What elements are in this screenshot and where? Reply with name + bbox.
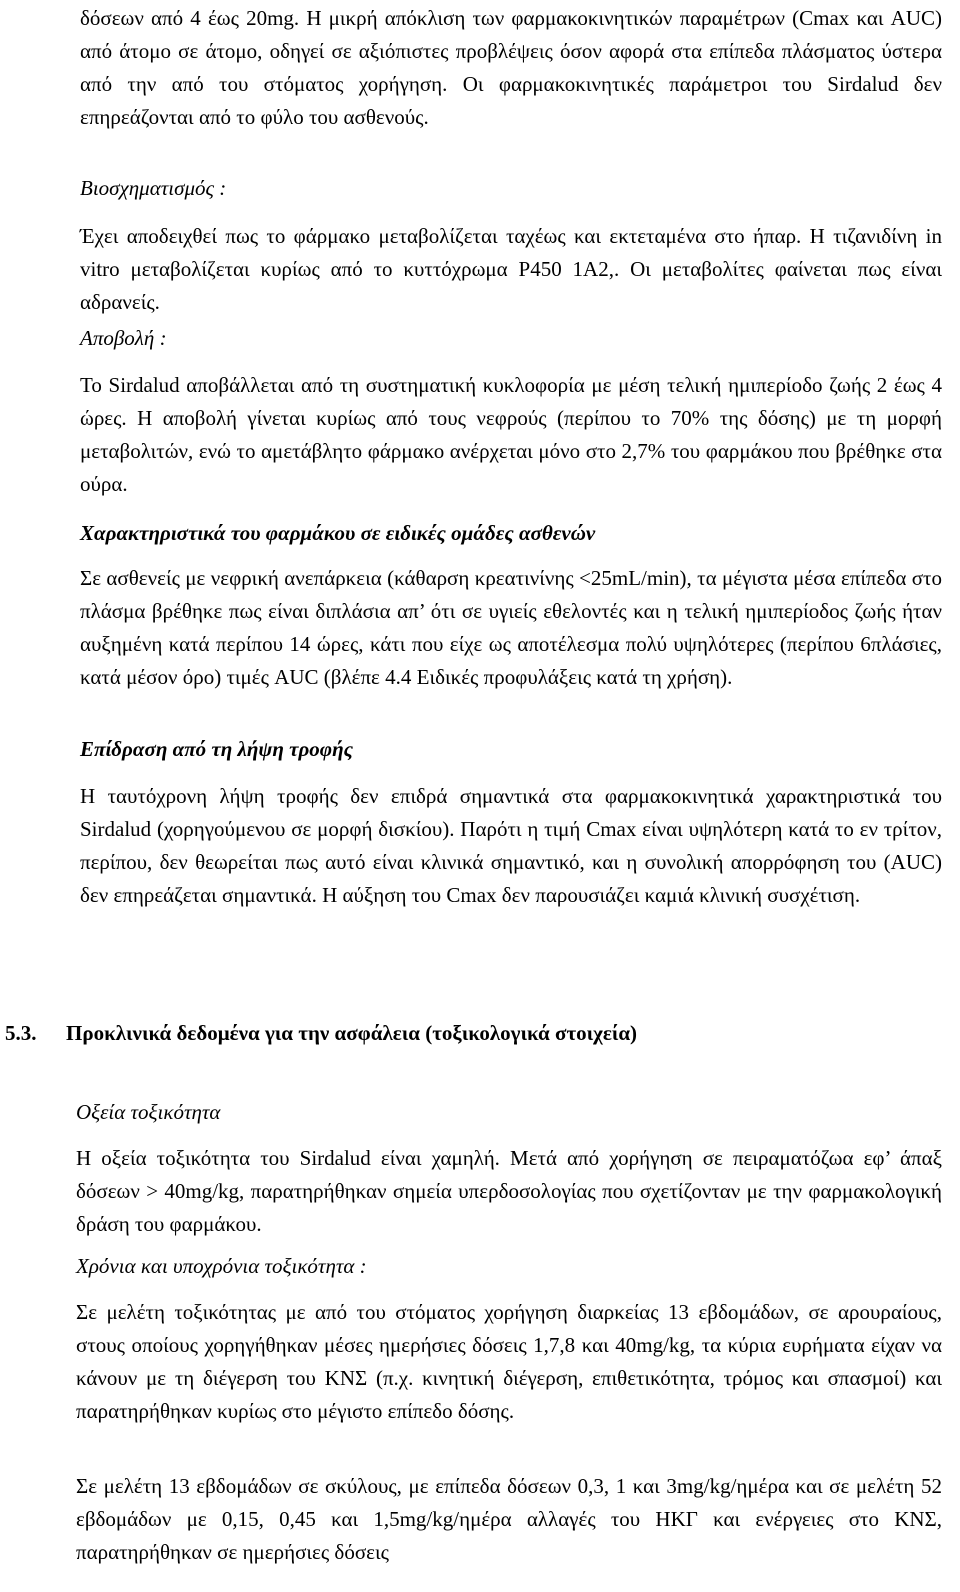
paragraph-special-groups: Σε ασθενείς με νεφρική ανεπάρκεια (κάθαρση κρεατινίνης <25mL/min), τα μέγιστα μέσα επίπεδα στο πλάσμα βρέθηκε πως είναι διπλάσια απ’ ότι σε υγιείς εθελοντές και η τελική ημιπερίοδος ζωής ήταν αυξημένη κατά περίπου 14 ώρες, κάτι που είχε ως αποτέλεσμα πολύ υψηλότερες (περίπου 6πλάσιες, κατά μέσον όρο) τιμές AUC (βλέπε 4.4 Ειδικές προφυλάξεις κατά τη χρήση). (80, 566, 942, 689)
paragraph-biotransformation: Έχει αποδειχθεί πως το φάρμακο μεταβολίζεται ταχέως και εκτεταμένα στο ήπαρ. Η τιζανιδίνη in vitro μεταβολίζεται κυρίως από το κυττόχρωμα P450 1A2,. Οι μεταβολίτες φαίνεται πως είναι αδρανείς. (80, 224, 942, 314)
heading-elimination: Αποβολή : (80, 326, 167, 350)
heading-acute-toxicity: Οξεία τοξικότητα (76, 1100, 221, 1124)
heading-chronic-toxicity: Χρόνια και υποχρόνια τοξικότητα : (76, 1254, 367, 1278)
heading-special-groups: Χαρακτηριστικά του φαρμάκου σε ειδικές ομάδες ασθενών (80, 521, 596, 545)
section-number: 5.3. (5, 1021, 37, 1045)
heading-biotransformation: Βιοσχηματισμός : (80, 176, 227, 200)
paragraph-elimination: Το Sirdalud αποβάλλεται από τη συστηματική κυκλοφορία με μέση τελική ημιπερίοδο ζωής 2 έως 4 ώρες. Η αποβολή γίνεται κυρίως από τους νεφρούς (περίπου το 70% της δόσης) με τη μορφή μεταβολιτών, ενώ το αμετάβλητο φάρμακο ανέρχεται μόνο στο 2,7% του φαρμάκου που βρέθηκε στα ούρα. (80, 373, 942, 496)
section-title: Προκλινικά δεδομένα για την ασφάλεια (τοξικολογικά στοιχεία) (66, 1021, 638, 1045)
paragraph-pharmacokinetics-variability: δόσεων από 4 έως 20mg. Η μικρή απόκλιση των φαρμακοκινητικών παραμέτρων (Cmax και AUC) από άτομο σε άτομο, οδηγεί σε αξιόπιστες προβλέψεις όσον αφορά στα επίπεδα πλάσματος ύστερα από την από του στόματος χορήγηση. Οι φαρμακοκινητικές παράμετροι του Sirdalud δεν επηρεάζονται από το φύλο του ασθενούς. (80, 6, 942, 129)
paragraph-chronic-toxicity-rats: Σε μελέτη τοξικότητας με από του στόματος χορήγηση διαρκείας 13 εβδομάδων, σε αρουραίους, στους οποίους χορηγήθηκαν μέσες ημερήσιες δόσεις 1,7,8 και 40mg/kg, τα κύρια ευρήματα είχαν να κάνουν με τη διέγερση του ΚΝΣ (π.χ. κινητική διέγερση, επιθετικότητα, τρόμος και σπασμοί) και παρατηρήθηκαν κυρίως στο μέγιστο επίπεδο δόσης. (76, 1300, 942, 1423)
paragraph-chronic-toxicity-dogs: Σε μελέτη 13 εβδομάδων σε σκύλους, με επίπεδα δόσεων 0,3, 1 και 3mg/kg/ημέρα και σε μελέτη 52 εβδομάδων με 0,15, 0,45 και 1,5mg/kg/ημέρα αλλαγές του ΗΚΓ και ενέργειες στο ΚΝΣ, παρατηρήθηκαν σε ημερήσιες δόσεις (76, 1474, 942, 1564)
heading-food-effect: Επίδραση από τη λήψη τροφής (80, 737, 353, 761)
paragraph-acute-toxicity: Η οξεία τοξικότητα του Sirdalud είναι χαμηλή. Μετά από χορήγηση σε πειραματόζωα εφ’ άπαξ δόσεων > 40mg/kg, παρατηρήθηκαν σημεία υπερδοσολογίας που σχετίζονταν με την φαρμακολογική δράση του φαρμάκου. (76, 1146, 942, 1236)
paragraph-food-effect: Η ταυτόχρονη λήψη τροφής δεν επιδρά σημαντικά στα φαρμακοκινητικά χαρακτηριστικά του Sirdalud (χορηγούμενου σε μορφή δισκίου). Παρότι η τιμή Cmax είναι υψηλότερη κατά το εν τρίτον, περίπου, δεν θεωρείται πως αυτό είναι κλινικά σημαντικό, και η συνολική απορρόφηση του (AUC) δεν επηρεάζεται σημαντικά. Η αύξηση του Cmax δεν παρουσιάζει καμιά κλινική συσχέτιση. (80, 784, 942, 907)
